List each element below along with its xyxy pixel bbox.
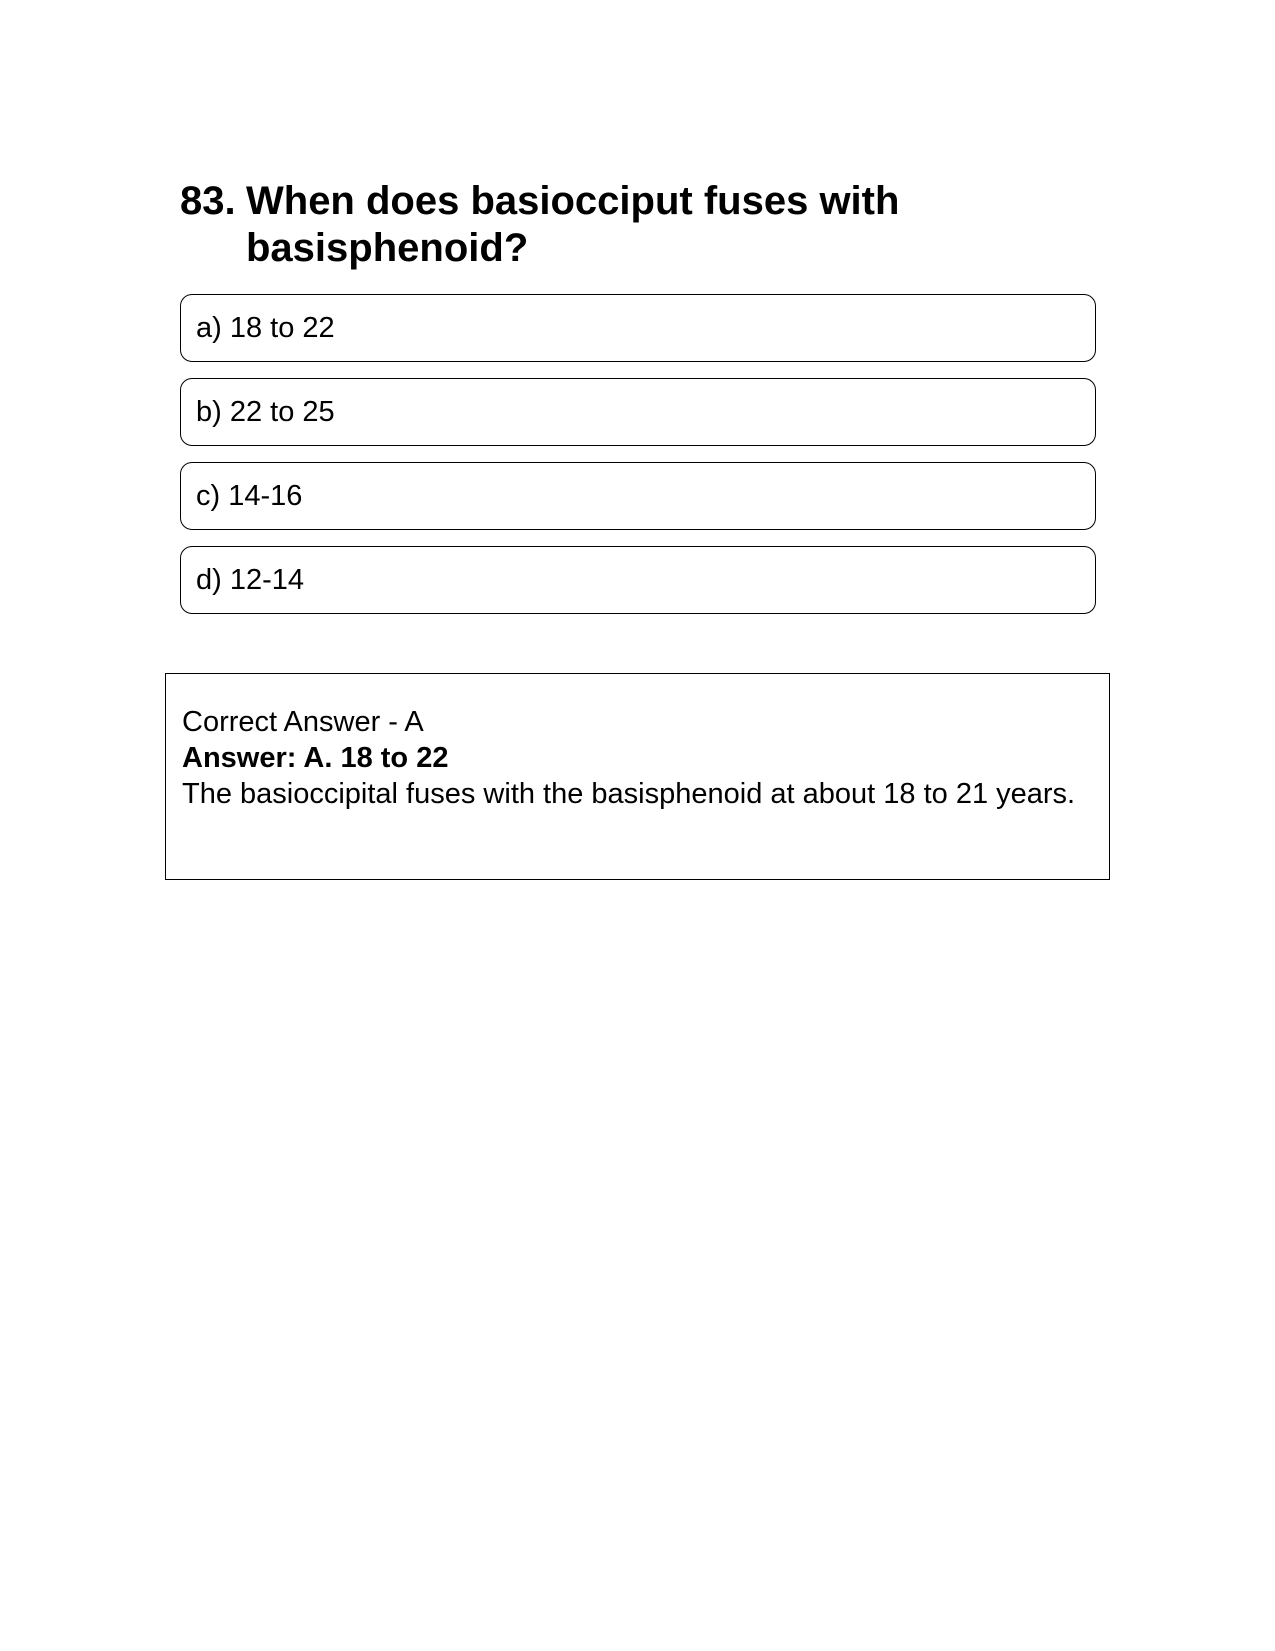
option-a-label: a) 18 to 22 bbox=[196, 311, 335, 344]
option-d-label: d) 12-14 bbox=[196, 563, 305, 596]
answer-box bbox=[165, 673, 1110, 880]
question-number: 83. bbox=[180, 179, 236, 223]
option-a[interactable] bbox=[180, 294, 1096, 362]
answer-explanation: The basioccipital fuses with the basisphenoid at about 18 to 21 years. bbox=[182, 778, 1076, 810]
question-text: When does basiocciput fuses with basisphenoid? bbox=[246, 179, 900, 270]
option-c-label: c) 14-16 bbox=[196, 479, 303, 512]
options-list bbox=[180, 294, 1096, 630]
answer-line: Answer: A. 18 to 22 bbox=[182, 742, 449, 774]
correct-answer-line: Correct Answer - A bbox=[182, 706, 424, 738]
option-d[interactable] bbox=[180, 546, 1096, 614]
option-b-label: b) 22 to 25 bbox=[196, 395, 335, 428]
option-c[interactable] bbox=[180, 462, 1096, 530]
option-b[interactable] bbox=[180, 378, 1096, 446]
question-heading bbox=[180, 178, 940, 272]
